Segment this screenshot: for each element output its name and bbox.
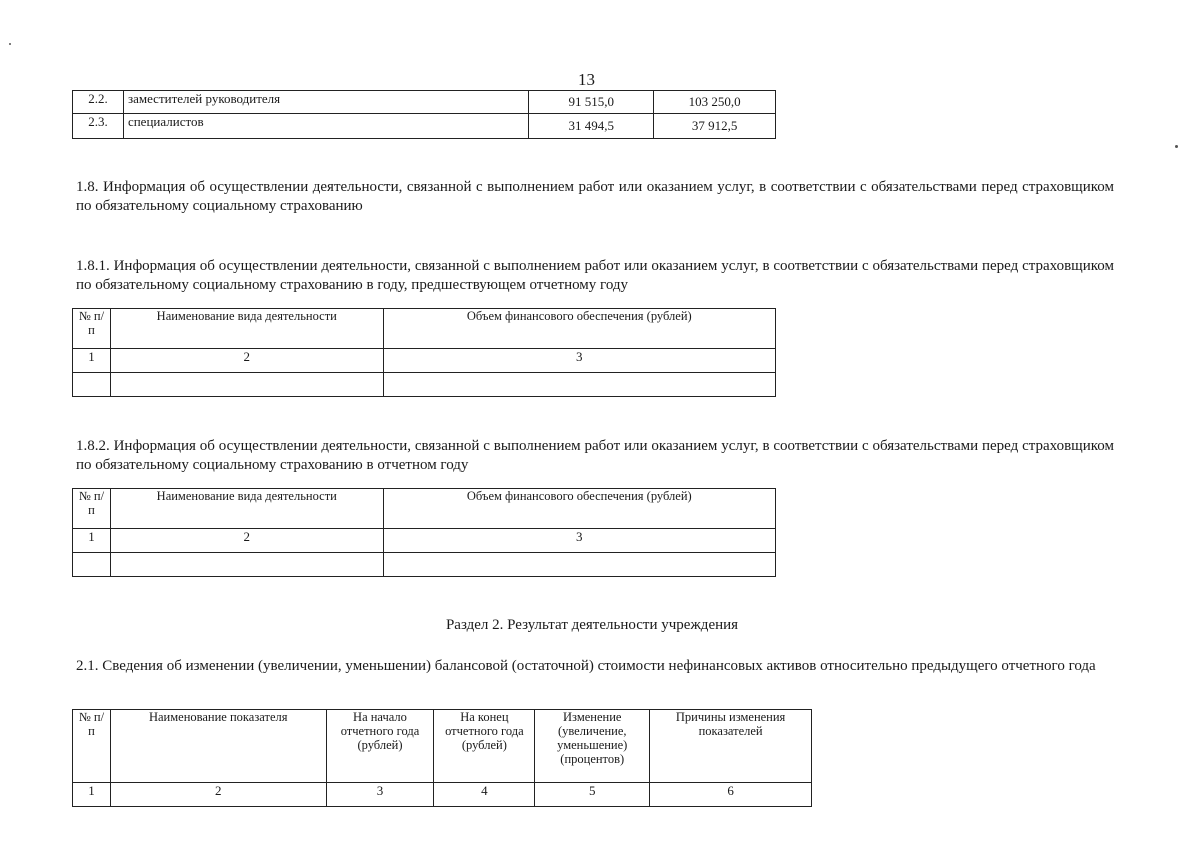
col-number: 2 (110, 529, 383, 553)
page-number: 13 (578, 70, 595, 89)
header-num: № п/п (73, 489, 111, 529)
col-number: 1 (73, 349, 111, 373)
top-table (72, 90, 776, 139)
col-number: 6 (650, 783, 812, 807)
empty-cell (73, 553, 111, 577)
header-change: Изменение (увеличение, уменьшение) (процентов) (535, 710, 650, 783)
table-row (73, 349, 776, 373)
table-row (73, 553, 776, 577)
empty-cell (383, 553, 775, 577)
col-number: 3 (383, 349, 775, 373)
empty-cell (383, 373, 775, 397)
row-value-2: 37 912,5 (654, 114, 776, 139)
col-number: 5 (535, 783, 650, 807)
header-activity: Наименование вида деятельности (110, 309, 383, 349)
section-2-title: Раздел 2. Результат деятельности учреждения (445, 617, 739, 633)
table-row (73, 783, 812, 807)
table-row (73, 529, 776, 553)
col-number: 2 (110, 349, 383, 373)
row-value-1: 31 494,5 (529, 114, 654, 139)
empty-cell (73, 373, 111, 397)
empty-cell (110, 553, 383, 577)
empty-cell (110, 373, 383, 397)
table-header-row (73, 489, 776, 529)
table-row (73, 373, 776, 397)
row-name: заместителей руководителя (123, 91, 528, 114)
scan-speck (1175, 145, 1178, 148)
header-volume: Объем финансового обеспечения (рублей) (383, 309, 775, 349)
row-name: специалистов (123, 114, 528, 139)
section-1-8-2-text: 1.8.2. Информация об осуществлении деятельности, связанной с выполнением работ или оказанием услуг, в соответствии с обязательствами перед страховщиком по обязательному социальному страхованию в отчетном году (76, 438, 1114, 473)
table-1-8-2 (72, 488, 776, 577)
row-number: 2.3. (73, 114, 124, 139)
row-value-1: 91 515,0 (529, 91, 654, 114)
section-2-1-text: 2.1. Сведения об изменении (увеличении, уменьшении) балансовой (остаточной) стоимости нефинансовых активов относительно предыдущего отчетного года (76, 658, 1096, 674)
col-number: 4 (434, 783, 535, 807)
col-number: 3 (326, 783, 434, 807)
table-2-1 (72, 709, 812, 807)
row-number: 2.2. (73, 91, 124, 114)
col-number: 1 (73, 529, 111, 553)
section-1-8-text: 1.8. Информация об осуществлении деятельности, связанной с выполнением работ или оказанием услуг, в соответствии с обязательствами перед страховщиком по обязательному социальному страхованию (76, 179, 1114, 214)
header-end-of-year: На конец отчетного года (рублей) (434, 710, 535, 783)
header-volume: Объем финансового обеспечения (рублей) (383, 489, 775, 529)
section-1-8-1-text: 1.8.1. Информация об осуществлении деятельности, связанной с выполнением работ или оказанием услуг, в соответствии с обязательствами перед страховщиком по обязательному социальному страхованию в году, предшествующем отчетному году (76, 258, 1114, 293)
col-number: 2 (110, 783, 326, 807)
table-header-row (73, 710, 812, 783)
table-1-8-1 (72, 308, 776, 397)
col-number: 3 (383, 529, 775, 553)
row-value-2: 103 250,0 (654, 91, 776, 114)
header-reasons: Причины изменения показателей (650, 710, 812, 783)
header-activity: Наименование вида деятельности (110, 489, 383, 529)
table-header-row (73, 309, 776, 349)
col-number: 1 (73, 783, 111, 807)
header-num: № п/п (73, 309, 111, 349)
header-num: № п/п (73, 710, 111, 783)
scan-speck (9, 43, 11, 45)
table-row (73, 114, 776, 139)
table-row (73, 91, 776, 114)
header-start-of-year: На начало отчетного года (рублей) (326, 710, 434, 783)
header-indicator: Наименование показателя (110, 710, 326, 783)
